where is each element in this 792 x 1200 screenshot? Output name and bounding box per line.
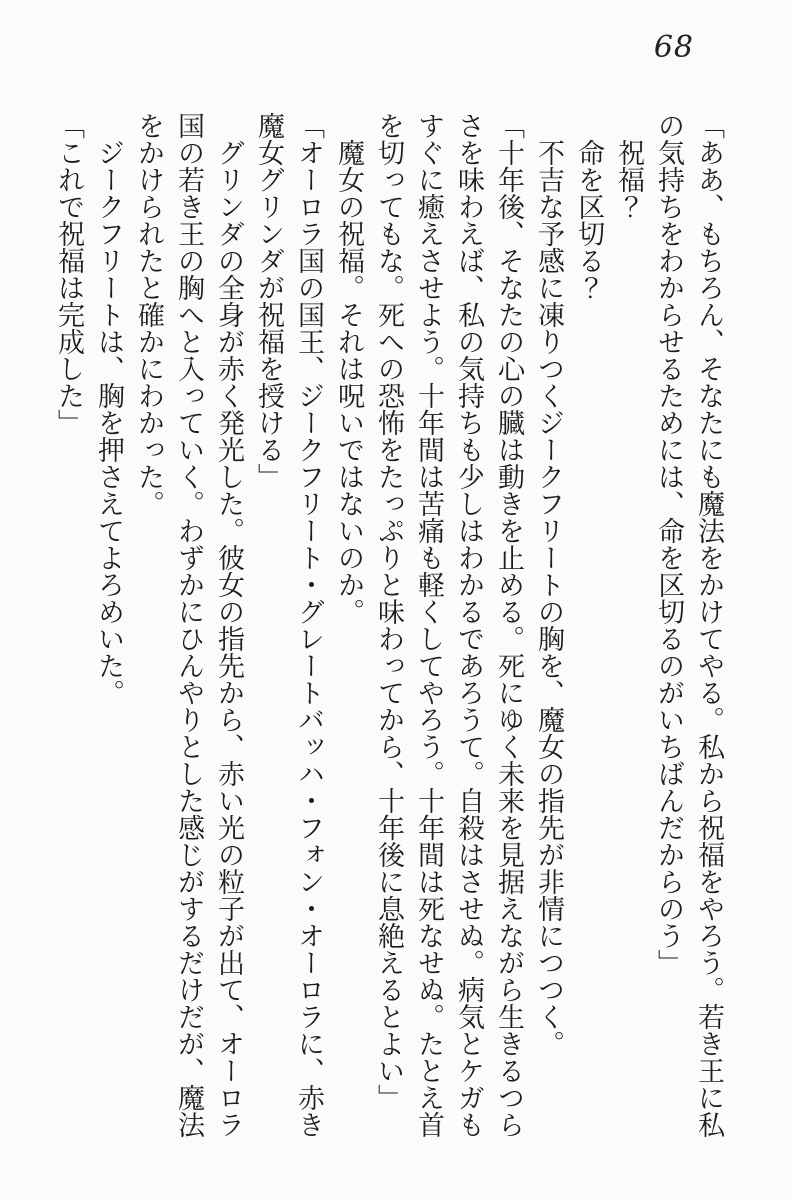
page-number: 68: [653, 30, 694, 65]
paragraph-dialogue-witch-blessing: 「ああ、もちろん、そなたにも魔法をかけてやる。私から祝福をやろう。若き王に私の気持ちをわからせるためには、命を区切るのがいちばんだからのう」: [653, 112, 724, 1138]
paragraph-dialogue-complete: 「これで祝福は完成した」: [53, 112, 84, 436]
paragraph-thought-limit-life: 命を区切る？: [573, 139, 604, 301]
paragraph-thought-blessing: 祝福？: [613, 139, 644, 220]
paragraph-dialogue-ten-years: 「十年後、そなたの心の臓は動きを止める。死にゆく未来を見据えながら生きるつらさを味わえば、私の気持ちも少しはわかるであろうて。自殺はさせぬ。病気とケガもすぐに癒えさせよう。十年間は苦痛も軽くしてやろう。十年間は死なせぬ。たとえ首を切ってもな。死への恐怖をたっぷりと味わってから、十年後に息絶えるとよい」: [373, 112, 524, 1138]
text-block: [48, 112, 728, 1144]
paragraph-narration-curse: 魔女の祝福。それは呪いではないのか。: [333, 139, 364, 625]
paragraph-narration-omen: 不吉な予感に凍りつくジークフリートの胸を、魔女の指先が非情につつく。: [533, 139, 564, 1057]
paragraph-narration-red-light: グリンダの全身が赤く発光した。彼女の指先から、赤い光の粒子が出て、オーロラ国の若き王の胸へと入っていく。わずかにひんやりとした感じがするだけだが、魔法をかけられたと確かにわかった。: [133, 112, 244, 1138]
paragraph-dialogue-incantation: 「オーロラ国の国王、ジークフリート・グレートバッハ・フォン・オーロラに、赤き魔女グリンダが祝福を授ける」: [253, 112, 324, 1138]
paragraph-narration-stagger: ジークフリートは、胸を押さえてよろめいた。: [93, 139, 124, 706]
